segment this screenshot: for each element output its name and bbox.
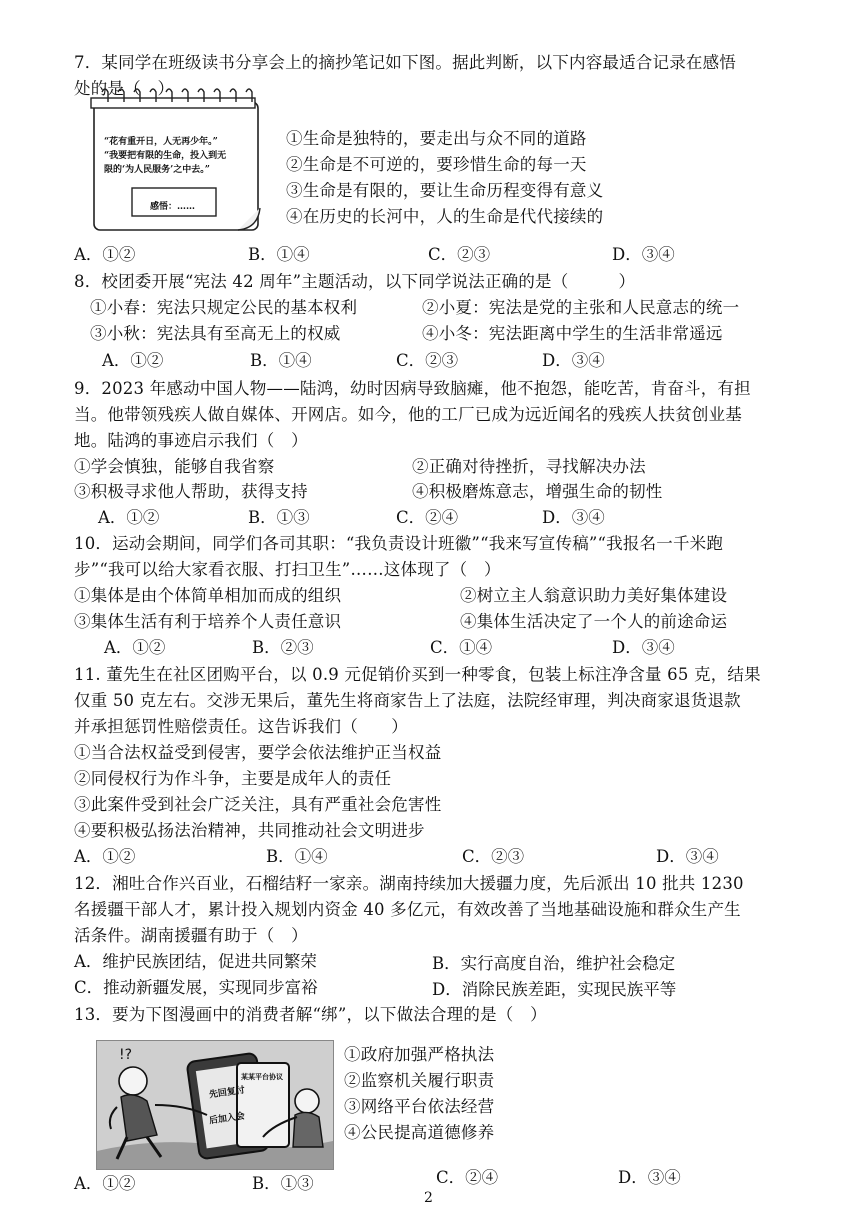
q8-item-4: ④小冬：宪法距离中学生的生活非常遥远	[422, 324, 723, 343]
q11-option-b[interactable]: B．①④	[266, 847, 328, 866]
q11-stem-line2: 仅重 50 克左右。交涉无果后，董先生将商家告上了法庭，法院经审理，判决商家退货退款	[74, 691, 741, 710]
q8-item-1: ①小春：宪法只规定公民的基本权利	[90, 298, 358, 317]
note-label: 感悟：……	[150, 202, 196, 212]
q13-stem: 13．要为下图漫画中的消费者解“绑”，以下做法合理的是（ ）	[74, 1005, 547, 1024]
q9-item-1: ①学会慎独，能够自我省察	[74, 457, 275, 476]
q10-option-d[interactable]: D．③④	[612, 638, 675, 657]
page-number: 2	[424, 1190, 433, 1206]
q11-option-a[interactable]: A．①②	[74, 847, 136, 866]
svg-text:!?: !?	[119, 1047, 133, 1063]
q12-stem-line2: 名援疆干部人才，累计投入规划内资金 40 多亿元，有效改善了当地基础设施和群众生产生	[74, 900, 741, 919]
q11-stem-line3: 并承担惩罚性赔偿责任。这告诉我们（ ）	[74, 717, 408, 736]
q8-stem: 8．校团委开展“宪法 42 周年”主题活动，以下同学说法正确的是（ ）	[74, 272, 636, 291]
q12-stem-line3: 活条件。湖南援疆有助于（ ）	[74, 926, 308, 945]
q7-option-b[interactable]: B．①④	[248, 245, 310, 264]
q12-option-d[interactable]: D．消除民族差距，实现民族平等	[432, 980, 677, 999]
q7-option-d[interactable]: D．③④	[612, 245, 675, 264]
q9-stem-line1: 9．2023 年感动中国人物——陆鸿，幼时因病导致脑瘫，他不抱怨，能吃苦，肯奋斗，有担	[74, 379, 751, 398]
q7-item-4: ④在历史的长河中，人的生命是代代接续的	[286, 207, 604, 226]
q11-option-d[interactable]: D．③④	[656, 847, 719, 866]
q11-stem-line1: 11. 董先生在社区团购平台，以 0.9 元促销价买到一种零食，包装上标注净含量 65 克，结果	[74, 665, 761, 684]
q13-option-b[interactable]: B．①③	[252, 1174, 314, 1193]
q13-option-d[interactable]: D．③④	[618, 1168, 681, 1187]
q10-item-2: ②树立主人翁意识助力美好集体建设	[460, 586, 728, 605]
cartoon-label-3: 某某平台协议	[241, 1072, 283, 1081]
q7-stem-line1: 7．某同学在班级读书分享会上的摘抄笔记如下图。据此判断，以下内容最适合记录在感悟	[74, 53, 736, 72]
q12-option-b[interactable]: B．实行高度自治，维护社会稳定	[432, 954, 676, 973]
q10-option-c[interactable]: C．①④	[430, 638, 493, 657]
q8-item-3: ③小秋：宪法具有至高无上的权威	[90, 324, 341, 343]
q9-item-2: ②正确对待挫折，寻找解决办法	[412, 457, 646, 476]
q11-item-2: ②同侵权行为作斗争，主要是成年人的责任	[74, 769, 392, 788]
q11-item-4: ④要积极弘扬法治精神，共同推动社会文明进步	[74, 821, 425, 840]
cartoon-label-2: 后加入会	[208, 1111, 246, 1127]
q13-item-2: ②监察机关履行职责	[344, 1071, 495, 1090]
q7-item-3: ③生命是有限的，要让生命历程变得有意义	[286, 181, 604, 200]
q8-option-b[interactable]: B．①④	[250, 351, 312, 370]
q10-item-3: ③集体生活有利于培养个人责任意识	[74, 612, 342, 631]
q13-item-3: ③网络平台依法经营	[344, 1097, 495, 1116]
q11-item-3: ③此案件受到社会广泛关注，具有严重社会危害性	[74, 795, 442, 814]
q7-item-2: ②生命是不可逆的，要珍惜生命的每一天	[286, 155, 587, 174]
q10-option-a[interactable]: A．①②	[104, 638, 166, 657]
q9-stem-line3: 地。陆鸿的事迹启示我们（ ）	[74, 431, 308, 450]
cartoon-label-1: 先回复付	[208, 1085, 246, 1101]
cartoon-drawing	[97, 1041, 333, 1169]
q13-item-1: ①政府加强严格执法	[344, 1045, 495, 1064]
q13-option-c[interactable]: C．②④	[436, 1168, 499, 1187]
q8-item-2: ②小夏：宪法是党的主张和人民意志的统一	[422, 298, 740, 317]
q13-item-4: ④公民提高道德修养	[344, 1123, 495, 1142]
q7-item-1: ①生命是独特的，要走出与众不同的道路	[286, 129, 587, 148]
cartoon-figure	[96, 1040, 334, 1170]
q10-item-1: ①集体是由个体简单相加而成的组织	[74, 586, 342, 605]
q10-stem-line1: 10．运动会期间，同学们各司其职：“我负责设计班徽”“我来写宣传稿”“我报名一千米跑	[74, 534, 724, 553]
q10-option-b[interactable]: B．②③	[252, 638, 314, 657]
note-quote-1: “花有重开日，人无再少年。”	[104, 137, 218, 147]
q7-option-c[interactable]: C．②③	[428, 245, 491, 264]
q9-option-c[interactable]: C．②④	[396, 508, 459, 527]
q11-item-1: ①当合法权益受到侵害，要学会依法维护正当权益	[74, 743, 442, 762]
q9-item-3: ③积极寻求他人帮助，获得支持	[74, 482, 308, 501]
q9-option-d[interactable]: D．③④	[542, 508, 605, 527]
q9-stem-line2: 当。他带领残疾人做自媒体、开网店。如今，他的工厂已成为远近闻名的残疾人扶贫创业基	[74, 405, 742, 424]
note-quote-2: “我要把有限的生命，投入到无	[104, 151, 227, 161]
q13-option-a[interactable]: A．①②	[74, 1174, 136, 1193]
q8-option-c[interactable]: C．②③	[396, 351, 459, 370]
q9-option-b[interactable]: B．①③	[248, 508, 310, 527]
q11-option-c[interactable]: C．②③	[462, 847, 525, 866]
q12-stem-line1: 12．湘吐合作兴百业，石榴结籽一家亲。湖南持续加大援疆力度，先后派出 10 批共 1230	[74, 874, 744, 893]
q10-stem-line2: 步”“我可以给大家看衣服、打扫卫生”……这体现了（ ）	[74, 560, 501, 579]
q8-option-d[interactable]: D．③④	[542, 351, 605, 370]
q12-option-a[interactable]: A．维护民族团结，促进共同繁荣	[74, 952, 317, 971]
q9-item-4: ④积极磨炼意志，增强生命的韧性	[412, 482, 663, 501]
q8-option-a[interactable]: A．①②	[102, 351, 164, 370]
q10-item-4: ④集体生活决定了一个人的前途命运	[460, 612, 728, 631]
q7-option-a[interactable]: A．①②	[74, 245, 136, 264]
q12-option-c[interactable]: C．推动新疆发展，实现同步富裕	[74, 978, 318, 997]
q7-stem-line2: 处的是（ ）	[74, 79, 175, 98]
note-quote-3: 限的‘为人民服务’之中去。”	[104, 165, 210, 175]
q9-option-a[interactable]: A．①②	[98, 508, 160, 527]
